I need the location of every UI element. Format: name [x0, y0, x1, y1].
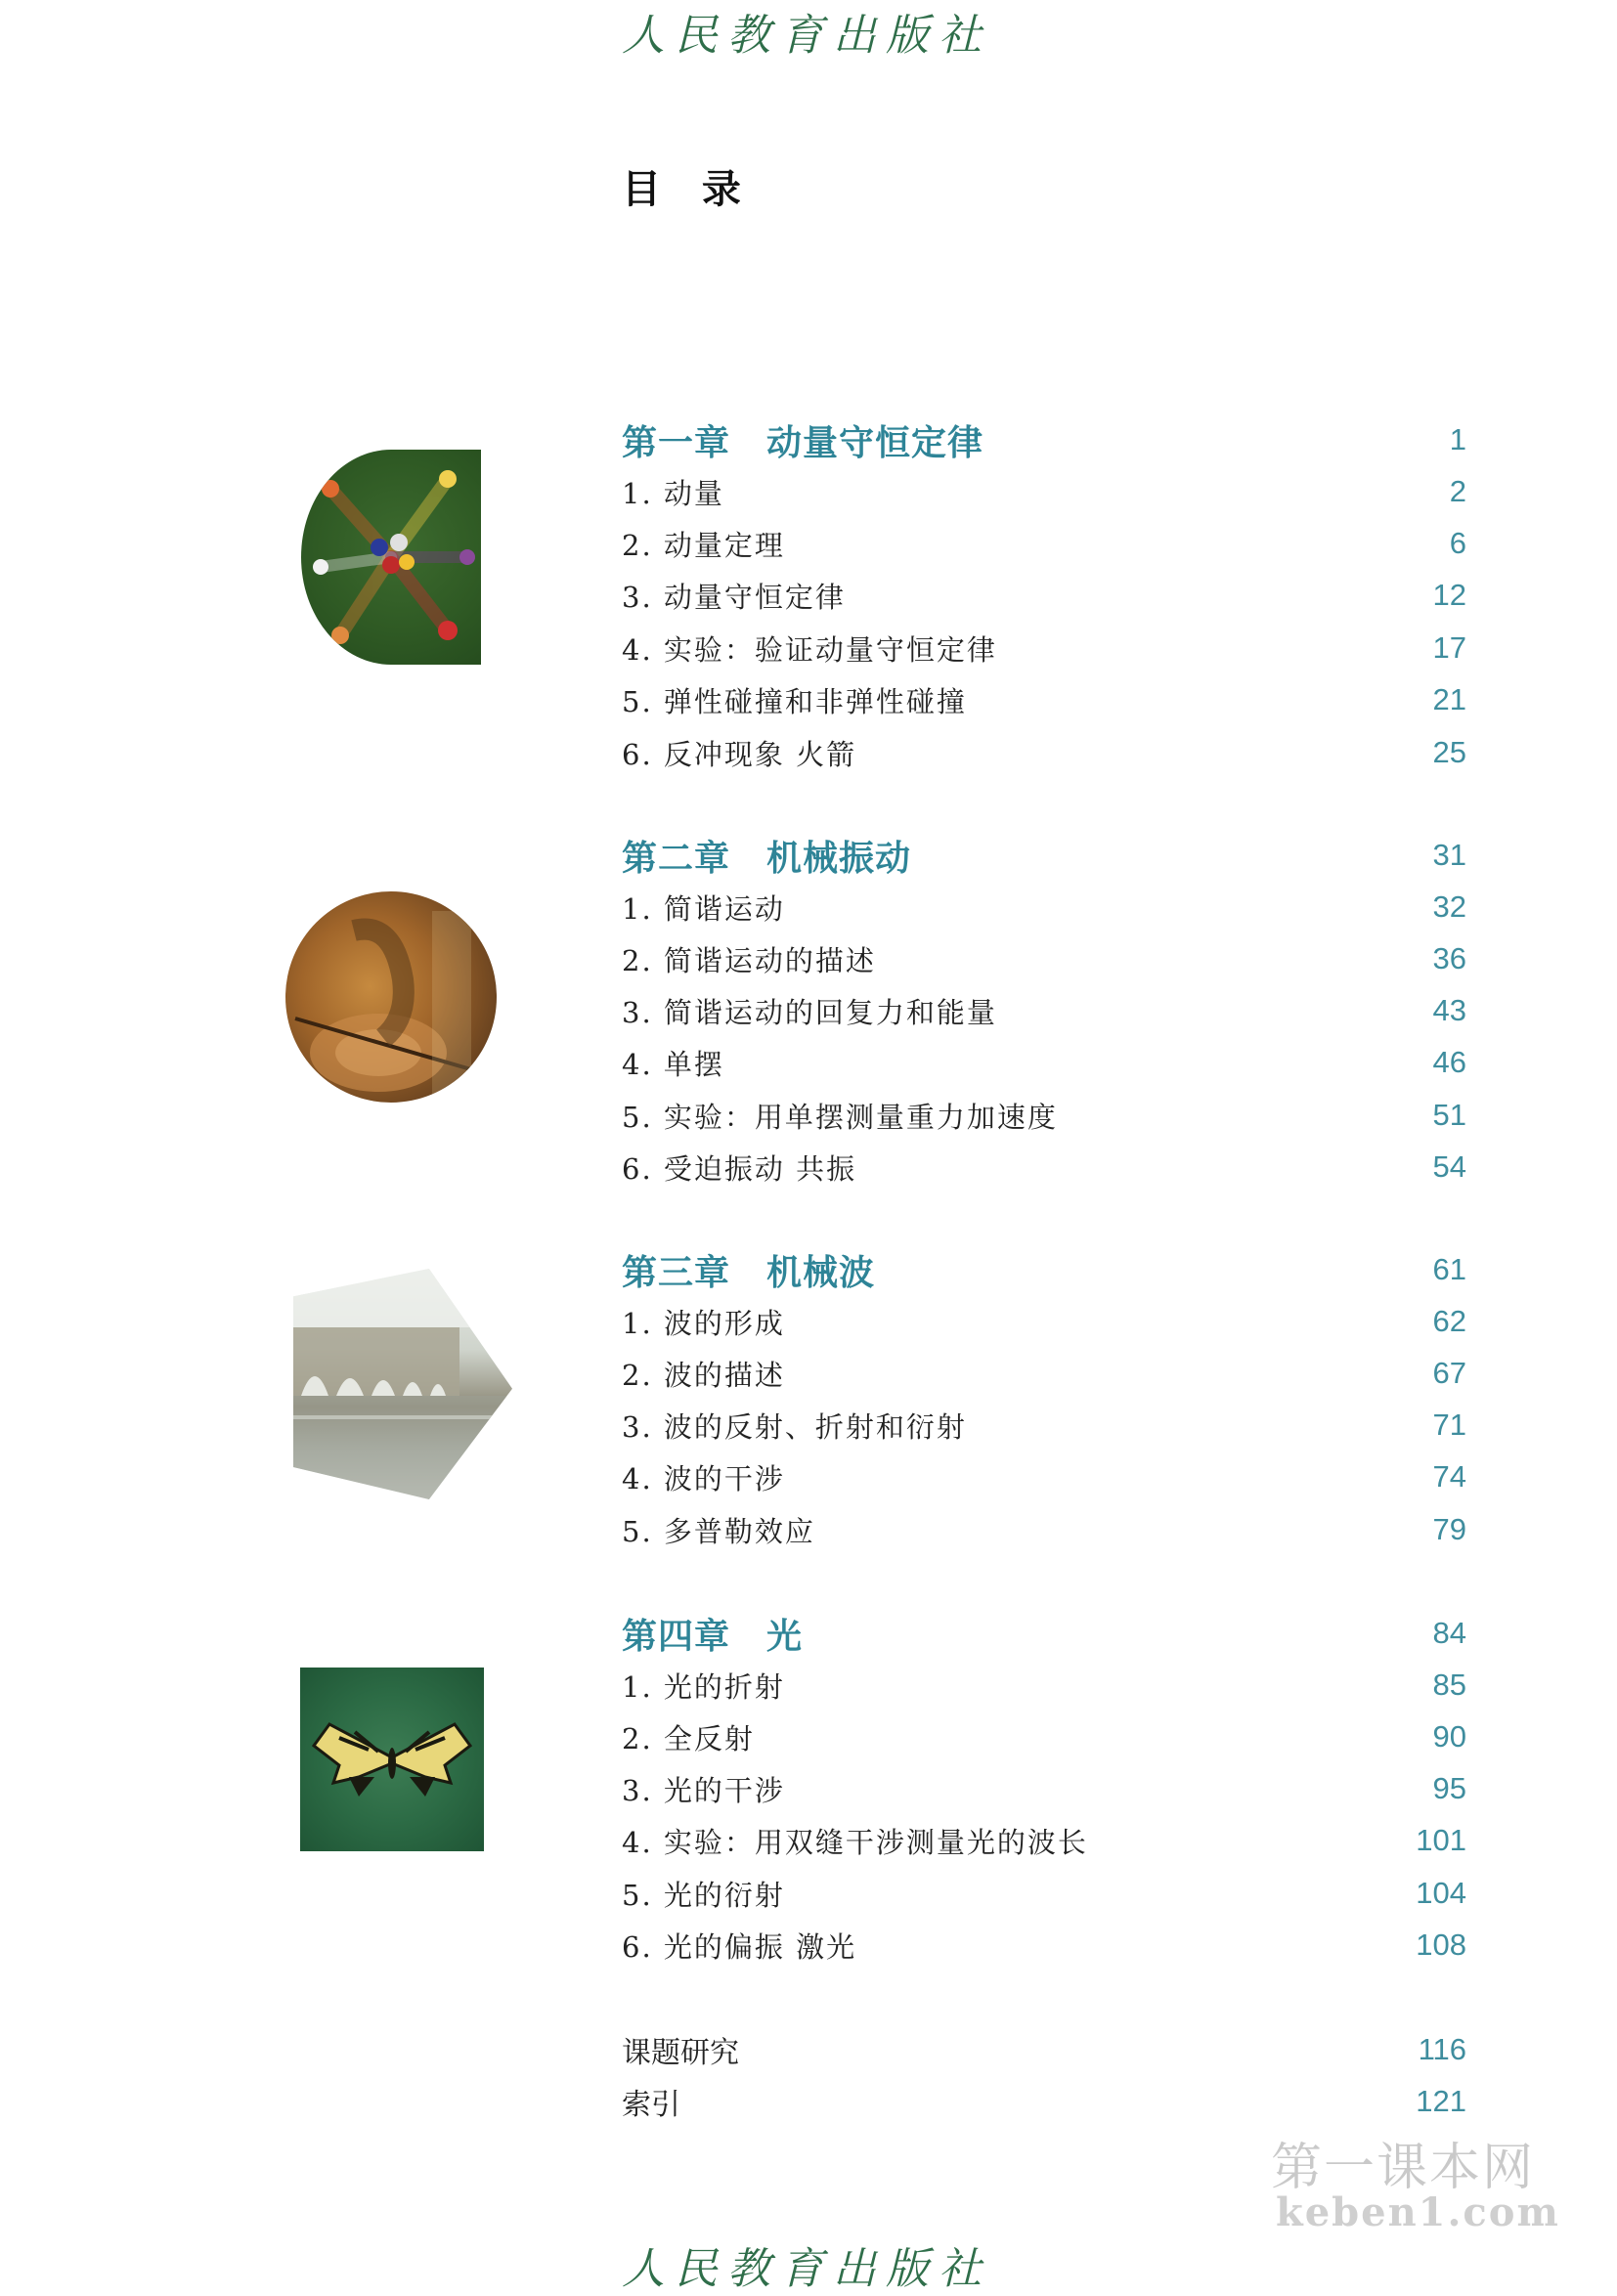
section-page: 6 [1449, 526, 1466, 560]
section-title: 2. 波的描述 [622, 1358, 785, 1392]
section-2-6[interactable] [622, 1143, 1466, 1191]
section-4-1[interactable] [622, 1661, 1466, 1710]
section-title: 1. 动量 [622, 476, 724, 510]
section-1-4[interactable] [622, 624, 1466, 672]
section-2-2[interactable] [622, 934, 1466, 983]
section-4-5[interactable] [622, 1869, 1466, 1918]
section-2-4[interactable] [622, 1038, 1466, 1087]
section-title: 2. 简谐运动的描述 [622, 943, 876, 977]
chapter-title: 第三章 机械波 [622, 1252, 876, 1293]
section-title: 2. 全反射 [622, 1721, 755, 1755]
section-2-1[interactable] [622, 883, 1466, 931]
chapter-page: 31 [1432, 838, 1466, 872]
section-title: 4. 单摆 [622, 1047, 724, 1081]
section-4-6[interactable] [622, 1921, 1466, 1970]
section-page: 101 [1416, 1823, 1466, 1857]
section-title: 6. 反冲现象 火箭 [622, 737, 857, 771]
section-4-2[interactable] [622, 1712, 1466, 1761]
chapter-4-heading[interactable] [622, 1609, 1466, 1658]
section-4-3[interactable] [622, 1764, 1466, 1813]
section-page: 54 [1432, 1149, 1466, 1184]
section-title: 4. 实验：用双缝干涉测量光的波长 [622, 1825, 1088, 1859]
section-3-1[interactable] [622, 1297, 1466, 1346]
section-page: 2 [1449, 474, 1466, 508]
section-title: 4. 波的干涉 [622, 1461, 785, 1495]
extra-page: 121 [1416, 2084, 1466, 2118]
section-page: 108 [1416, 1928, 1466, 1962]
section-3-2[interactable] [622, 1349, 1466, 1398]
section-3-5[interactable] [622, 1505, 1466, 1554]
section-page: 12 [1432, 578, 1466, 612]
section-page: 17 [1432, 630, 1466, 665]
toc-item-index[interactable] [622, 2077, 1466, 2126]
section-title: 6. 光的偏振 激光 [622, 1929, 857, 1964]
section-title: 1. 简谐运动 [622, 891, 785, 926]
section-page: 46 [1432, 1045, 1466, 1079]
section-3-3[interactable] [622, 1401, 1466, 1450]
chapter-2-heading[interactable] [622, 831, 1466, 880]
section-2-3[interactable] [622, 986, 1466, 1035]
cello-player-image [285, 891, 497, 1103]
section-1-2[interactable] [622, 519, 1466, 568]
extra-page: 116 [1418, 2032, 1466, 2066]
chapter-1-heading[interactable] [622, 415, 1466, 464]
chapter-page: 84 [1432, 1616, 1466, 1650]
section-title: 3. 波的反射、折射和衍射 [622, 1409, 967, 1444]
section-page: 95 [1432, 1771, 1466, 1805]
billiard-balls-image [301, 450, 481, 665]
section-4-4[interactable] [622, 1816, 1466, 1865]
section-page: 90 [1432, 1719, 1466, 1754]
chapter-title: 第四章 光 [622, 1616, 804, 1657]
section-title: 4. 实验：验证动量守恒定律 [622, 632, 997, 667]
extra-title: 索引 [622, 2088, 680, 2122]
section-page: 71 [1432, 1408, 1466, 1442]
section-title: 1. 光的折射 [622, 1669, 785, 1704]
section-title: 3. 动量守恒定律 [622, 580, 846, 614]
section-page: 21 [1432, 682, 1466, 716]
publisher-logo-bottom: 人民教育出版社 [622, 2244, 991, 2294]
toc-title: 目 录 [622, 167, 755, 212]
section-title: 3. 简谐运动的回复力和能量 [622, 995, 997, 1029]
section-1-5[interactable] [622, 675, 1466, 724]
section-1-6[interactable] [622, 728, 1466, 777]
section-page: 104 [1416, 1876, 1466, 1910]
section-page: 36 [1432, 941, 1466, 975]
arch-bridge-image [293, 1269, 512, 1499]
section-1-1[interactable] [622, 467, 1466, 516]
section-page: 43 [1432, 993, 1466, 1027]
section-page: 74 [1432, 1459, 1466, 1494]
section-title: 1. 波的形成 [622, 1306, 785, 1340]
publisher-logo-top: 人民教育出版社 [622, 11, 991, 61]
chapter-page: 1 [1449, 422, 1466, 456]
section-page: 51 [1432, 1098, 1466, 1132]
section-title: 5. 光的衍射 [622, 1878, 785, 1912]
extra-title: 课题研究 [622, 2036, 739, 2070]
watermark-url: keben1.com [1276, 2189, 1560, 2235]
section-page: 79 [1432, 1512, 1466, 1546]
section-1-3[interactable] [622, 571, 1466, 620]
section-title: 5. 多普勒效应 [622, 1514, 815, 1548]
section-page: 85 [1432, 1668, 1466, 1702]
section-title: 5. 实验：用单摆测量重力加速度 [622, 1100, 1058, 1134]
section-page: 32 [1432, 889, 1466, 924]
section-title: 2. 动量定理 [622, 528, 785, 562]
section-title: 3. 光的干涉 [622, 1773, 785, 1807]
section-page: 25 [1432, 735, 1466, 769]
chapter-title: 第一章 动量守恒定律 [622, 422, 984, 463]
butterfly-image [300, 1668, 484, 1851]
section-page: 67 [1432, 1356, 1466, 1390]
chapter-title: 第二章 机械振动 [622, 838, 912, 879]
section-3-4[interactable] [622, 1452, 1466, 1501]
toc-item-research[interactable] [622, 2025, 1466, 2074]
section-title: 6. 受迫振动 共振 [622, 1151, 857, 1186]
section-2-5[interactable] [622, 1091, 1466, 1140]
section-page: 62 [1432, 1304, 1466, 1338]
section-title: 5. 弹性碰撞和非弹性碰撞 [622, 684, 967, 718]
chapter-page: 61 [1432, 1252, 1466, 1286]
watermark-chinese: 第一课本网 [1271, 2139, 1536, 2197]
chapter-3-heading[interactable] [622, 1245, 1466, 1294]
